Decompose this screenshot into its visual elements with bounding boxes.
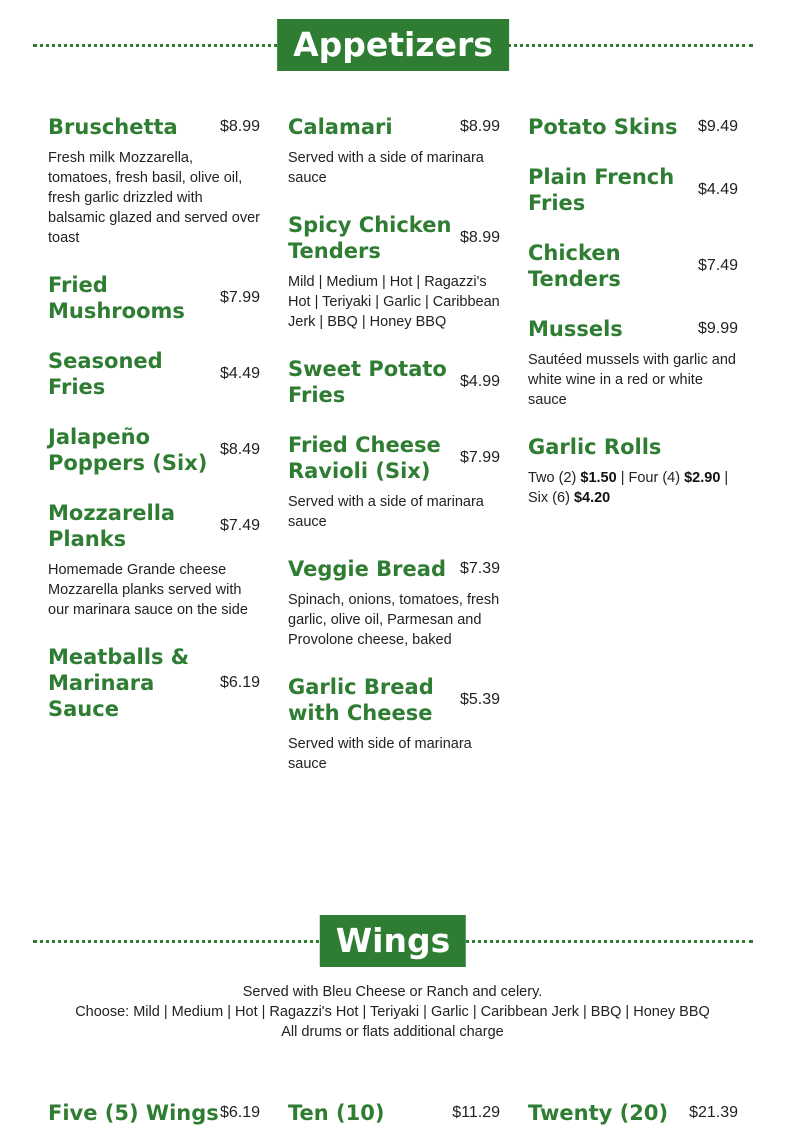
menu-item [288,212,500,332]
appetizers-header [33,19,753,71]
menu-item-garlic-rolls [528,434,738,508]
wings-column-1 [48,1100,260,1126]
option-price: $2.90 [684,470,721,486]
item-description: Served with a side of marinara sauce [288,150,484,186]
menu-item [48,348,260,400]
item-price: $7.49 [697,257,738,274]
wings-column-2 [288,1100,500,1126]
item-name: Spicy Chicken Tenders [288,213,452,263]
menu-item [48,272,260,324]
item-price: $4.99 [459,373,500,390]
item-name: Plain French Fries [528,165,675,215]
item-name: Sweet Potato Fries [288,357,447,407]
item-description: Fresh milk Mozzarella, tomatoes, fresh basil, olive oil, fresh garlic drizzled with balsamic glazed and served over toast [48,150,260,246]
menu-item [48,114,260,248]
menu-item [48,500,260,620]
item-description: Served with a side of marinara sauce [288,494,484,530]
wings-header [33,915,753,967]
item-name: Fried Cheese Ravioli (Six) [288,433,441,483]
item-price: $7.99 [459,449,500,466]
wings-column-3 [528,1100,738,1126]
item-price: $7.39 [459,560,500,577]
item-name: Fried Mushrooms [48,273,185,323]
item-price: $4.49 [697,181,738,198]
menu-item [48,424,260,476]
item-name: Mussels [528,317,623,341]
menu-item [288,114,500,188]
item-name: Garlic Bread with Cheese [288,675,434,725]
menu-item [288,432,500,532]
menu-item [528,114,738,140]
item-price: $8.49 [219,441,260,458]
option-label: Two (2) [528,470,577,486]
item-price: $6.19 [219,1104,260,1121]
appetizers-column-2 [288,114,500,798]
item-description: Mild | Medium | Hot | Ragazzi's Hot | Teriyaki | Garlic | Caribbean Jerk | BBQ | Honey BBQ [288,274,500,330]
item-price: $7.49 [219,517,260,534]
item-price: $5.39 [459,691,500,708]
item-name: Twenty (20) [528,1101,669,1125]
item-price: $9.49 [697,118,738,135]
item-description: Sautéed mussels with garlic and white wine in a red or white sauce [528,352,736,408]
item-name: Jalapeño Poppers (Six) [48,425,208,475]
item-name: Ten (10) [288,1101,385,1125]
item-name: Garlic Rolls [528,435,662,459]
menu-item [48,644,260,722]
item-price: $8.99 [459,118,500,135]
item-name: Seasoned Fries [48,349,163,399]
option-label: Six (6) [528,490,570,506]
menu-item [528,164,738,216]
menu-item [528,240,738,292]
option-label: Four (4) [628,470,681,486]
wings-intro [0,982,785,1042]
menu-item [288,556,500,650]
appetizers-column-1 [48,114,260,746]
menu-item [288,356,500,408]
item-description: Served with side of marinara sauce [288,736,472,772]
item-description: Spinach, onions, tomatoes, fresh garlic, olive oil, Parmesan and Provolone cheese, baked [288,592,500,648]
item-price: $6.19 [219,674,260,691]
item-price: $11.29 [452,1104,500,1121]
appetizers-column-3 [528,114,738,532]
wings-title: Wings [320,915,466,967]
item-price: $8.99 [219,118,260,135]
item-name: Calamari [288,115,393,139]
option-price: $1.50 [580,470,617,486]
item-name: Mozzarella Planks [48,501,176,551]
menu-item [528,316,738,410]
item-price: $21.39 [689,1104,738,1121]
item-name: Potato Skins [528,115,678,139]
item-price: $9.99 [697,320,738,337]
item-price: $4.49 [219,365,260,382]
wings-intro-line: Served with Bleu Cheese or Ranch and celery. [242,984,543,1000]
wings-intro-line: All drums or flats additional charge [281,1024,504,1040]
item-name: Meatballs & Marinara Sauce [48,645,190,721]
item-name: Chicken Tenders [528,241,621,291]
item-name: Five (5) Wings [48,1101,219,1125]
menu-item [288,674,500,774]
item-description: Homemade Grande cheese Mozzarella planks served with our marinara sauce on the side [48,562,248,618]
wings-intro-line: Choose: Mild | Medium | Hot | Ragazzi's Hot | Teriyaki | Garlic | Caribbean Jerk | BBQ | Honey BBQ [75,1004,710,1020]
item-price: $7.99 [219,289,260,306]
item-description: Two (2) $1.50 | Four (4) $2.90 | Six (6) $4.20 [528,470,729,506]
appetizers-title: Appetizers [277,19,509,71]
item-price: $8.99 [459,229,500,246]
item-name: Veggie Bread [288,557,446,581]
option-price: $4.20 [573,490,611,506]
item-name: Bruschetta [48,115,178,139]
